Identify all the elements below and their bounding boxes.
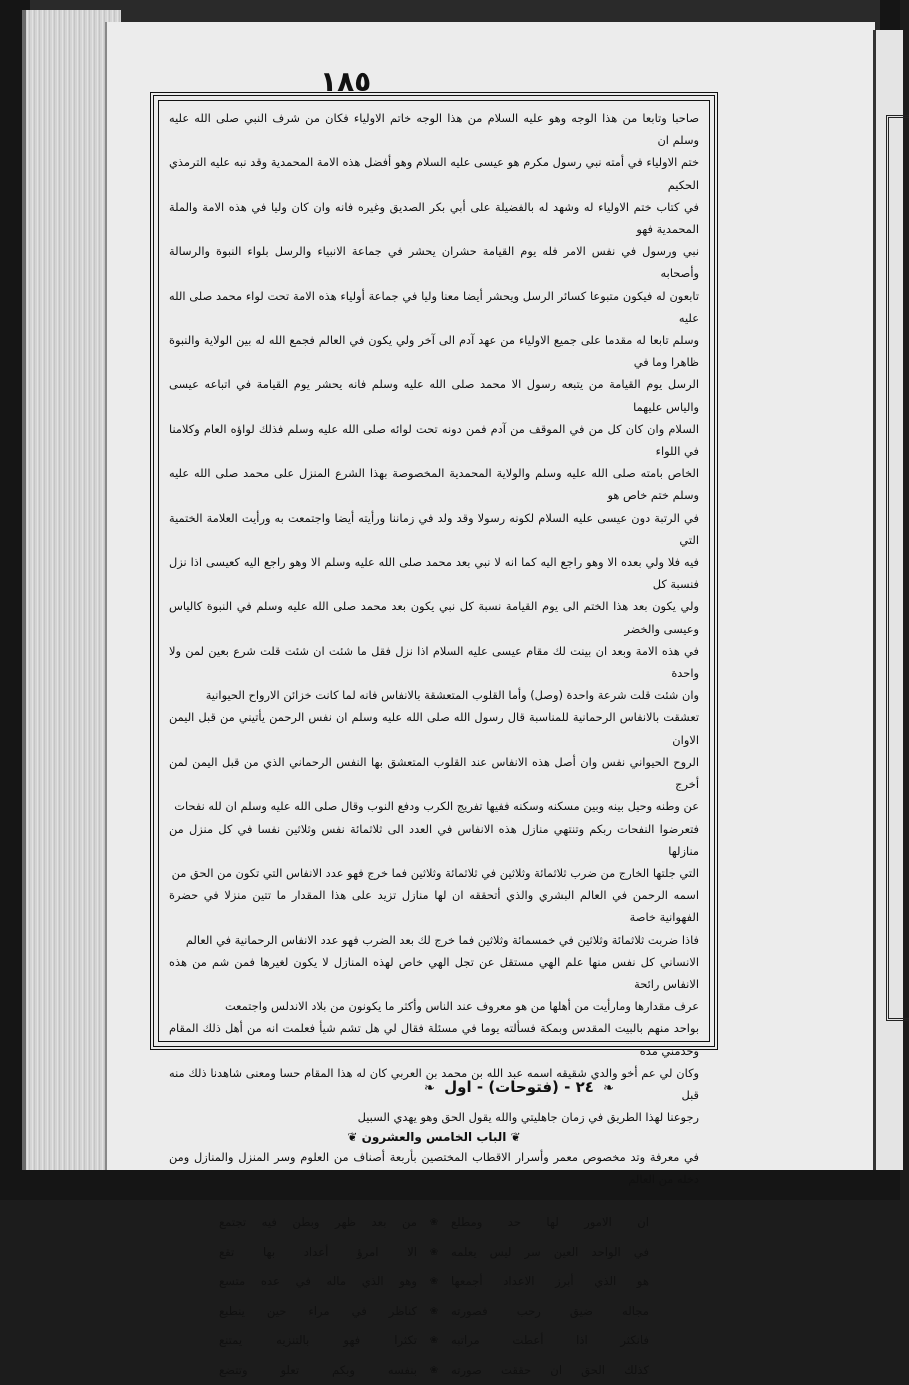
text-line: نبي ورسول في نفس الامر فله يوم القيامة حشران يحشر في جماعة الانبياء والرسل بلواء النبوة والرسالة وأصحابه xyxy=(169,244,699,281)
footer-signature xyxy=(420,1078,618,1096)
facing-page-edge xyxy=(873,30,903,1170)
text-line: فاذا ضربت ثلاثمائة وثلاثين في خمسمائة وثلاثين فما خرج لك بعد الضرب فهو عدد الانفاس الرحمانية في العالم xyxy=(185,932,699,947)
chapter-heading xyxy=(169,1130,699,1144)
text-line: فتعرضوا النفحات ربكم وتنتهي منازل هذه الانفاس في العدد الى ثلاثمائة نفس وثلاثين نفسا في كل منزل من منازلها xyxy=(169,821,699,858)
signature-dash: - xyxy=(564,1078,571,1096)
ornament-icon: ❧ xyxy=(424,1081,435,1096)
text-line: تعشقت بالانفاس الرحمانية للمناسبة قال رسول الله صلى الله عليه وسلم ان نفس الرحمن يأتيني من قبل اليمن الاوان xyxy=(169,710,699,747)
poem-verse xyxy=(219,1297,649,1327)
signature-dash: - xyxy=(476,1078,484,1096)
signature-number: ٢٤ xyxy=(575,1078,594,1096)
text-line: عرف مقدارها ومارأيت من أهلها من هو معروف عند الناس وأكثر ما يكونون من بلاد الاندلس واجتمعت xyxy=(224,999,699,1014)
verse-first-hemistich: كذلك الحق ان حققت صورته xyxy=(451,1362,649,1377)
verse-first-hemistich: في الواحد العين سر ليس يعلمه xyxy=(451,1244,649,1259)
poem-verse xyxy=(219,1267,649,1297)
poem-verse xyxy=(219,1208,649,1238)
ornament-icon: ❧ xyxy=(603,1081,615,1096)
verse-second-hemistich: بنفسه وبكم تعلو وتتضع xyxy=(219,1362,417,1377)
text-line: ولي يكون بعد هذا الختم الى يوم القيامة نسبة كل نبي يكون بعد محمد صلى الله عليه وسلم في النبوة كالياس وعيسى والخضر xyxy=(169,599,699,636)
verse-first-hemistich: فانكثر اذا أعطت مراتبه xyxy=(451,1333,649,1348)
text-line: ختم الاولياء في أمته نبي رسول مكرم هو عيسى عليه السلام وهو أفضل هذه الامة المحمدية وقد نبه عليه الترمذي الحكيم xyxy=(169,155,699,192)
verse-second-hemistich: كناظر في مراء حين ينطبع xyxy=(219,1303,417,1318)
poem-verse xyxy=(219,1356,649,1385)
text-line: الروح الحيواني نفس وان أصل هذه الانفاس عند القلوب المتعشق بها النفس الرحماني الذي من قبل اليمن لمن أخرج xyxy=(169,754,699,792)
text-line: رجوعنا لهذا الطريق في زمان جاهليتي والله يقول الحق وهو يهدي السبيل xyxy=(357,1110,699,1125)
chapter-intro: في معرفة وتد مخصوص معمر وأسرار الاقطاب المختصين بأربعة أصناف من العلوم وسر المنزل والمنازل ومن دخله من العالم xyxy=(169,1150,699,1187)
ornament-icon: ❦ xyxy=(510,1130,521,1145)
text-line: وكان لي عم أخو والدي شقيقه اسمه عبد الله بن محمد بن العربي كان له هذا المقام حسا ومعنى شاهدنا ذلك منه قبل xyxy=(169,1065,699,1102)
verse-second-hemistich: تكثرا فهو بالتنزيه يمتنع xyxy=(219,1333,417,1348)
verse-first-hemistich: هو الذي أبرز الاعداد أجمعها xyxy=(451,1274,649,1289)
text-line: السلام وان كان كل من في الموقف من آدم فمن دونه تحت لوائه صلى الله عليه وسلم فذلك لواؤه العام وكلامنا في اللواء xyxy=(169,421,699,459)
facing-page-frame xyxy=(886,115,909,1021)
text-line: وسلم تابعا له مقدما على جميع الاولياء من عهد آدم الى آخر ولي يكون في العالم فجمع الله له بين الولاية والنبوة ظاهرا وما في xyxy=(169,333,699,370)
signature-title: (فتوحات) xyxy=(488,1078,559,1096)
text-line: تابعون له فيكون متبوعا كسائر الرسل ويحشر أيضا معنا وليا في جماعة أولياء هذه الامة تحت لواء محمد صلى الله عليه xyxy=(169,288,699,325)
verse-first-hemistich: ان الامور لها حد ومطلع xyxy=(451,1215,649,1230)
text-line: في هذه الامة وبعد ان بينت لك مقام عيسى عليه السلام اذا نزل فقل ما شئت ان شئت قلت شرع بعين لمن ولا واحدة xyxy=(169,643,699,681)
poem-block xyxy=(219,1208,649,1385)
main-text-block xyxy=(169,107,699,1128)
text-line: في الرتبة دون عيسى عليه السلام لكونه رسولا وقد ولد في زماننا ورأيته أيضا واجتمعت به ورأيت العلامة الختمية التي xyxy=(169,510,699,547)
text-line: الانساني كل نفس منها علم الهي مستقل عن تجل الهي خاص لهذه المنازل لا يكون لغيرها فمن شم من هذه الانفاس رائحة xyxy=(169,954,699,991)
signature-volume: اول xyxy=(444,1078,472,1096)
text-line: الرسل يوم القيامة من يتبعه رسول الا محمد صلى الله عليه وسلم فانه يحشر يوم القيامة في اتباعه عيسى والياس عليهما xyxy=(169,377,699,414)
ornament-icon: ❦ xyxy=(347,1130,358,1145)
verse-separator-icon: ❀ xyxy=(429,1217,439,1229)
verse-separator-icon: ❀ xyxy=(429,1246,439,1258)
verse-separator-icon: ❀ xyxy=(429,1364,439,1376)
text-line: وان شئت قلت شرعة واحدة (وصل) وأما القلوب المتعشقة بالانفاس فانه لما كانت خزائن الارواح الحيوانية xyxy=(205,688,699,703)
verse-second-hemistich: الا امرؤ أعداد بها تقع xyxy=(219,1244,417,1259)
text-line: صاحبا وتابعا من هذا الوجه وهو عليه السلام من هذا الوجه خاتم الاولياء فكان من شرف النبي صلى الله عليه وسلم ان xyxy=(169,111,699,148)
text-line: التي جلتها الخارج من ضرب ثلاثمائة وثلاثين في ثلاثمائة وثلاثين فما خرج فهو عدد الانفاس التي تكون من الحق من xyxy=(171,865,699,880)
text-line: الخاص بامته صلى الله عليه وسلم والولاية المحمدية المخصوصة بهذا الشرع المنزل على محمد صلى الله عليه وسلم ختم خاص هو xyxy=(169,466,699,503)
poem-verse xyxy=(219,1238,649,1268)
verse-separator-icon: ❀ xyxy=(429,1335,439,1347)
text-line: بواحد منهم بالبيت المقدس وبمكة فسألته يوما في مسئلة فقال لي هل تشم شيأ فعلمت انه من أهل ذلك المقام وخدمني مدة xyxy=(169,1021,699,1058)
verse-separator-icon: ❀ xyxy=(429,1305,439,1317)
text-line: في كتاب ختم الاولياء له وشهد له بالفضيلة على أبي بكر الصديق وغيره فانه وان كان وليا في هذه الامة والملة المحمدية فهو xyxy=(169,199,699,237)
chapter-title: الباب الخامس والعشرون xyxy=(361,1130,507,1145)
verse-first-hemistich: مجاله ضيق رحب فصورته xyxy=(451,1303,649,1318)
verse-second-hemistich: وهو الذي ماله في عده متسع xyxy=(219,1274,417,1289)
text-line: فيه فلا ولي بعده الا وهو راجع اليه كما انه لا نبي بعد محمد صلى الله عليه وسلم الا وهو راجع اليه كعيسى اذا نزل فنسبة كل xyxy=(169,555,699,592)
page-number: ١٨٥ xyxy=(320,65,372,98)
poem-verse xyxy=(219,1326,649,1356)
text-line: عن وطنه وحيل بينه وبين مسكنه وسكنه ففيها تفريج الكرب ودفع النوب وقال صلى الله عليه وسلم ان لله نفحات xyxy=(174,799,699,814)
text-line: اسمه الرحمن في العالم البشري والذي أتحققه ان لها منازل تزيد على هذا المقدار ما تتين منزلا في حضرة الفهوانية خاصة xyxy=(169,888,699,925)
verse-separator-icon: ❀ xyxy=(429,1276,439,1288)
verse-second-hemistich: من بعد ظهر وبطن فيه تجتمع xyxy=(219,1215,417,1230)
